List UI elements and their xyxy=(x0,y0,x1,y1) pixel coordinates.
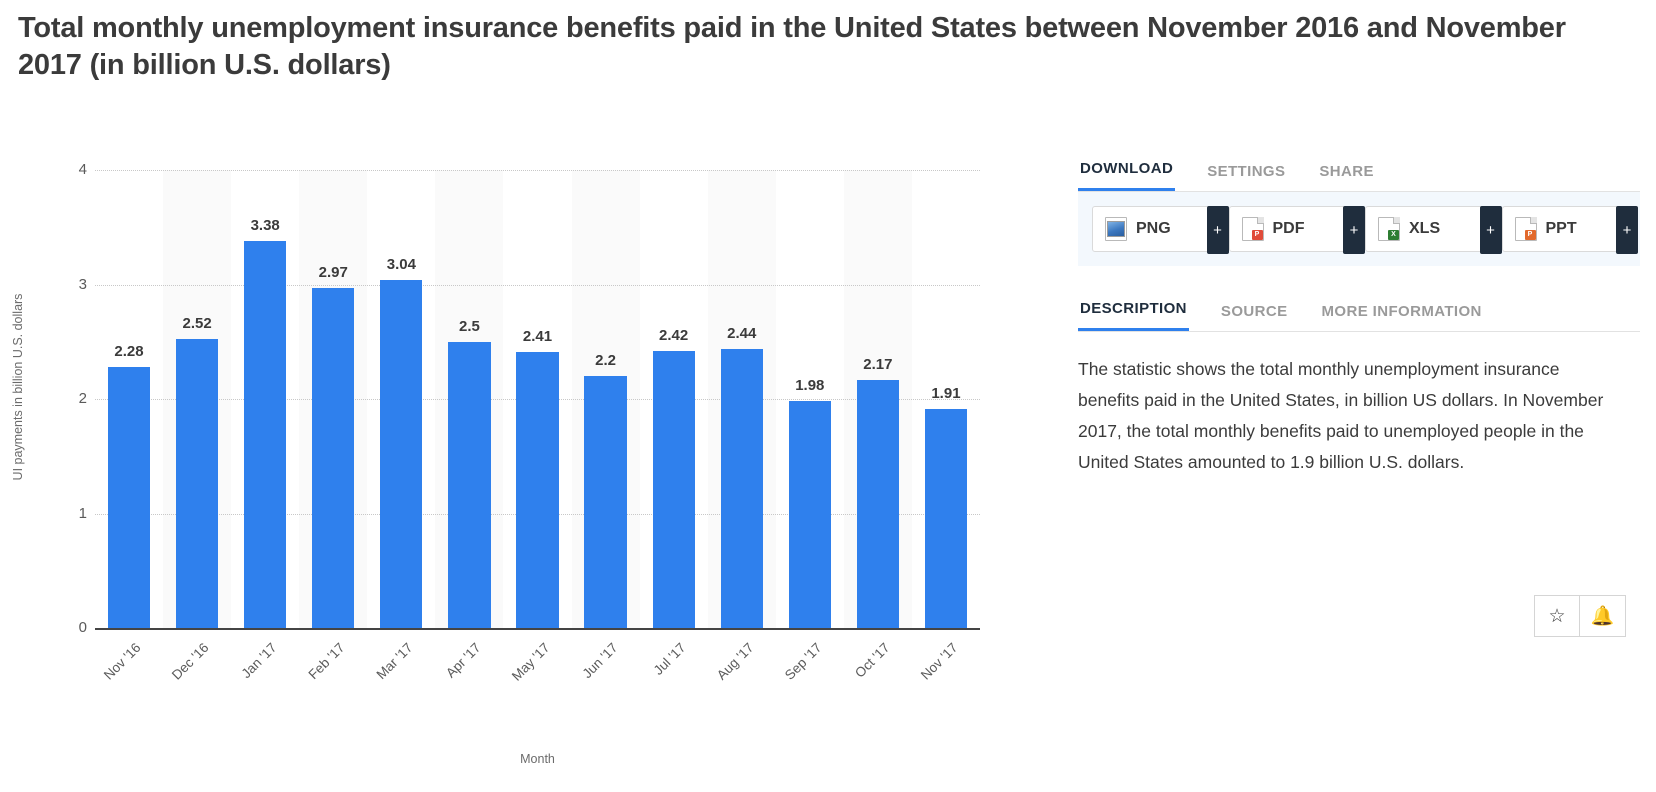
chart-area xyxy=(0,150,1020,780)
bar[interactable] xyxy=(721,349,763,628)
ppt-file-icon: P xyxy=(1515,217,1537,241)
bar[interactable] xyxy=(857,380,899,628)
plot-region xyxy=(78,161,980,684)
bar[interactable] xyxy=(653,351,695,628)
x-axis-tick: Jan '17 xyxy=(238,640,280,682)
y-axis-tick: 1 xyxy=(78,504,87,522)
bar[interactable] xyxy=(108,367,150,628)
action-button-group xyxy=(1534,595,1626,637)
y-axis-label: UI payments in billion U.S. dollars xyxy=(11,293,25,481)
x-axis-tick: Aug '17 xyxy=(713,640,757,683)
bar-value-label: 2.44 xyxy=(727,324,757,342)
png-file-icon xyxy=(1105,217,1127,241)
export-tabbar xyxy=(1078,160,1640,192)
bar-value-label: 3.04 xyxy=(386,255,416,273)
gridline xyxy=(95,170,980,171)
download-xls-options-button[interactable]: + xyxy=(1480,206,1502,254)
bar[interactable] xyxy=(244,241,286,628)
bar-value-label: 2.97 xyxy=(318,263,348,281)
download-ppt-options-button[interactable]: + xyxy=(1616,206,1638,254)
x-axis-tick: Jul '17 xyxy=(650,640,689,678)
page-title: Total monthly unemployment insurance benefits paid in the United States between November 2016 and November 2017 (in billion U.S. dollars) xyxy=(18,12,1566,82)
download-png-options-button[interactable]: + xyxy=(1207,206,1229,254)
bar[interactable] xyxy=(448,342,490,628)
download-xls-label: XLS xyxy=(1409,220,1441,237)
bar[interactable] xyxy=(925,409,967,628)
x-axis-label: Month xyxy=(520,752,555,766)
y-axis-tick: 3 xyxy=(78,275,87,293)
x-axis-tick: Mar '17 xyxy=(373,640,416,683)
bar-value-label: 1.91 xyxy=(931,385,961,403)
favorite-star-icon[interactable]: ☆ xyxy=(1534,595,1580,637)
side-panel xyxy=(1078,160,1640,627)
bar[interactable] xyxy=(380,280,422,628)
download-png-label: PNG xyxy=(1136,220,1171,237)
download-xls-button[interactable] xyxy=(1365,206,1495,252)
bar[interactable] xyxy=(789,401,831,628)
download-png-button[interactable] xyxy=(1092,206,1222,252)
download-pdf-label: PDF xyxy=(1272,220,1305,237)
gridline xyxy=(95,285,980,286)
bar-value-label: 2.41 xyxy=(522,328,553,346)
tab-share[interactable]: SHARE xyxy=(1319,163,1374,180)
xls-file-icon: X xyxy=(1378,217,1400,241)
x-axis-tick: May '17 xyxy=(508,640,553,684)
bar[interactable] xyxy=(176,339,218,628)
download-button-row xyxy=(1078,192,1640,266)
tab-source[interactable]: SOURCE xyxy=(1220,303,1288,320)
y-axis-tick: 2 xyxy=(78,390,87,407)
alert-bell-icon[interactable]: 🔔 xyxy=(1580,595,1626,637)
info-tabbar xyxy=(1078,300,1640,332)
bar-value-label: 3.38 xyxy=(250,216,280,234)
bar-value-label: 2.28 xyxy=(114,342,144,360)
x-axis-tick: Sep '17 xyxy=(781,640,825,683)
tab-more-information[interactable]: MORE INFORMATION xyxy=(1321,303,1482,320)
tab-download[interactable]: DOWNLOAD xyxy=(1078,160,1175,191)
tab-description[interactable]: DESCRIPTION xyxy=(1078,300,1189,331)
pdf-file-icon: P xyxy=(1242,217,1264,241)
bar[interactable] xyxy=(584,376,626,628)
bar[interactable] xyxy=(516,352,558,628)
bar[interactable] xyxy=(312,288,354,628)
x-axis-tick: Apr '17 xyxy=(443,640,485,681)
x-axis-tick: Feb '17 xyxy=(305,640,348,683)
tab-settings[interactable]: SETTINGS xyxy=(1207,163,1286,180)
download-pdf-options-button[interactable]: + xyxy=(1343,206,1365,254)
description-text: The statistic shows the total monthly unemployment insurance benefits paid in the United States, in billion US dollars. In November 2017, the total monthly benefits paid to unemployed people in the United States amounted to 1.9 billion U.S. dollars. xyxy=(1078,359,1604,472)
x-axis-tick: Oct '17 xyxy=(851,640,893,681)
download-ppt-label: PPT xyxy=(1545,220,1577,237)
x-axis-tick: Nov '16 xyxy=(100,640,144,683)
x-axis-tick: Nov '17 xyxy=(917,640,961,683)
bar-value-label: 2.52 xyxy=(182,315,212,333)
bar-value-label: 2.2 xyxy=(595,352,616,370)
y-axis-tick: 4 xyxy=(78,161,87,178)
x-axis-tick: Jun '17 xyxy=(579,640,621,682)
x-axis-tick: Dec '16 xyxy=(169,640,212,683)
y-axis-tick: 0 xyxy=(78,619,87,636)
bar-value-label: 1.98 xyxy=(795,377,825,395)
bar-value-label: 2.17 xyxy=(863,355,893,373)
bar-value-label: 2.42 xyxy=(659,326,689,344)
download-pdf-button[interactable] xyxy=(1229,206,1359,252)
bar-value-label: 2.5 xyxy=(458,317,480,335)
download-ppt-button[interactable] xyxy=(1502,206,1632,252)
